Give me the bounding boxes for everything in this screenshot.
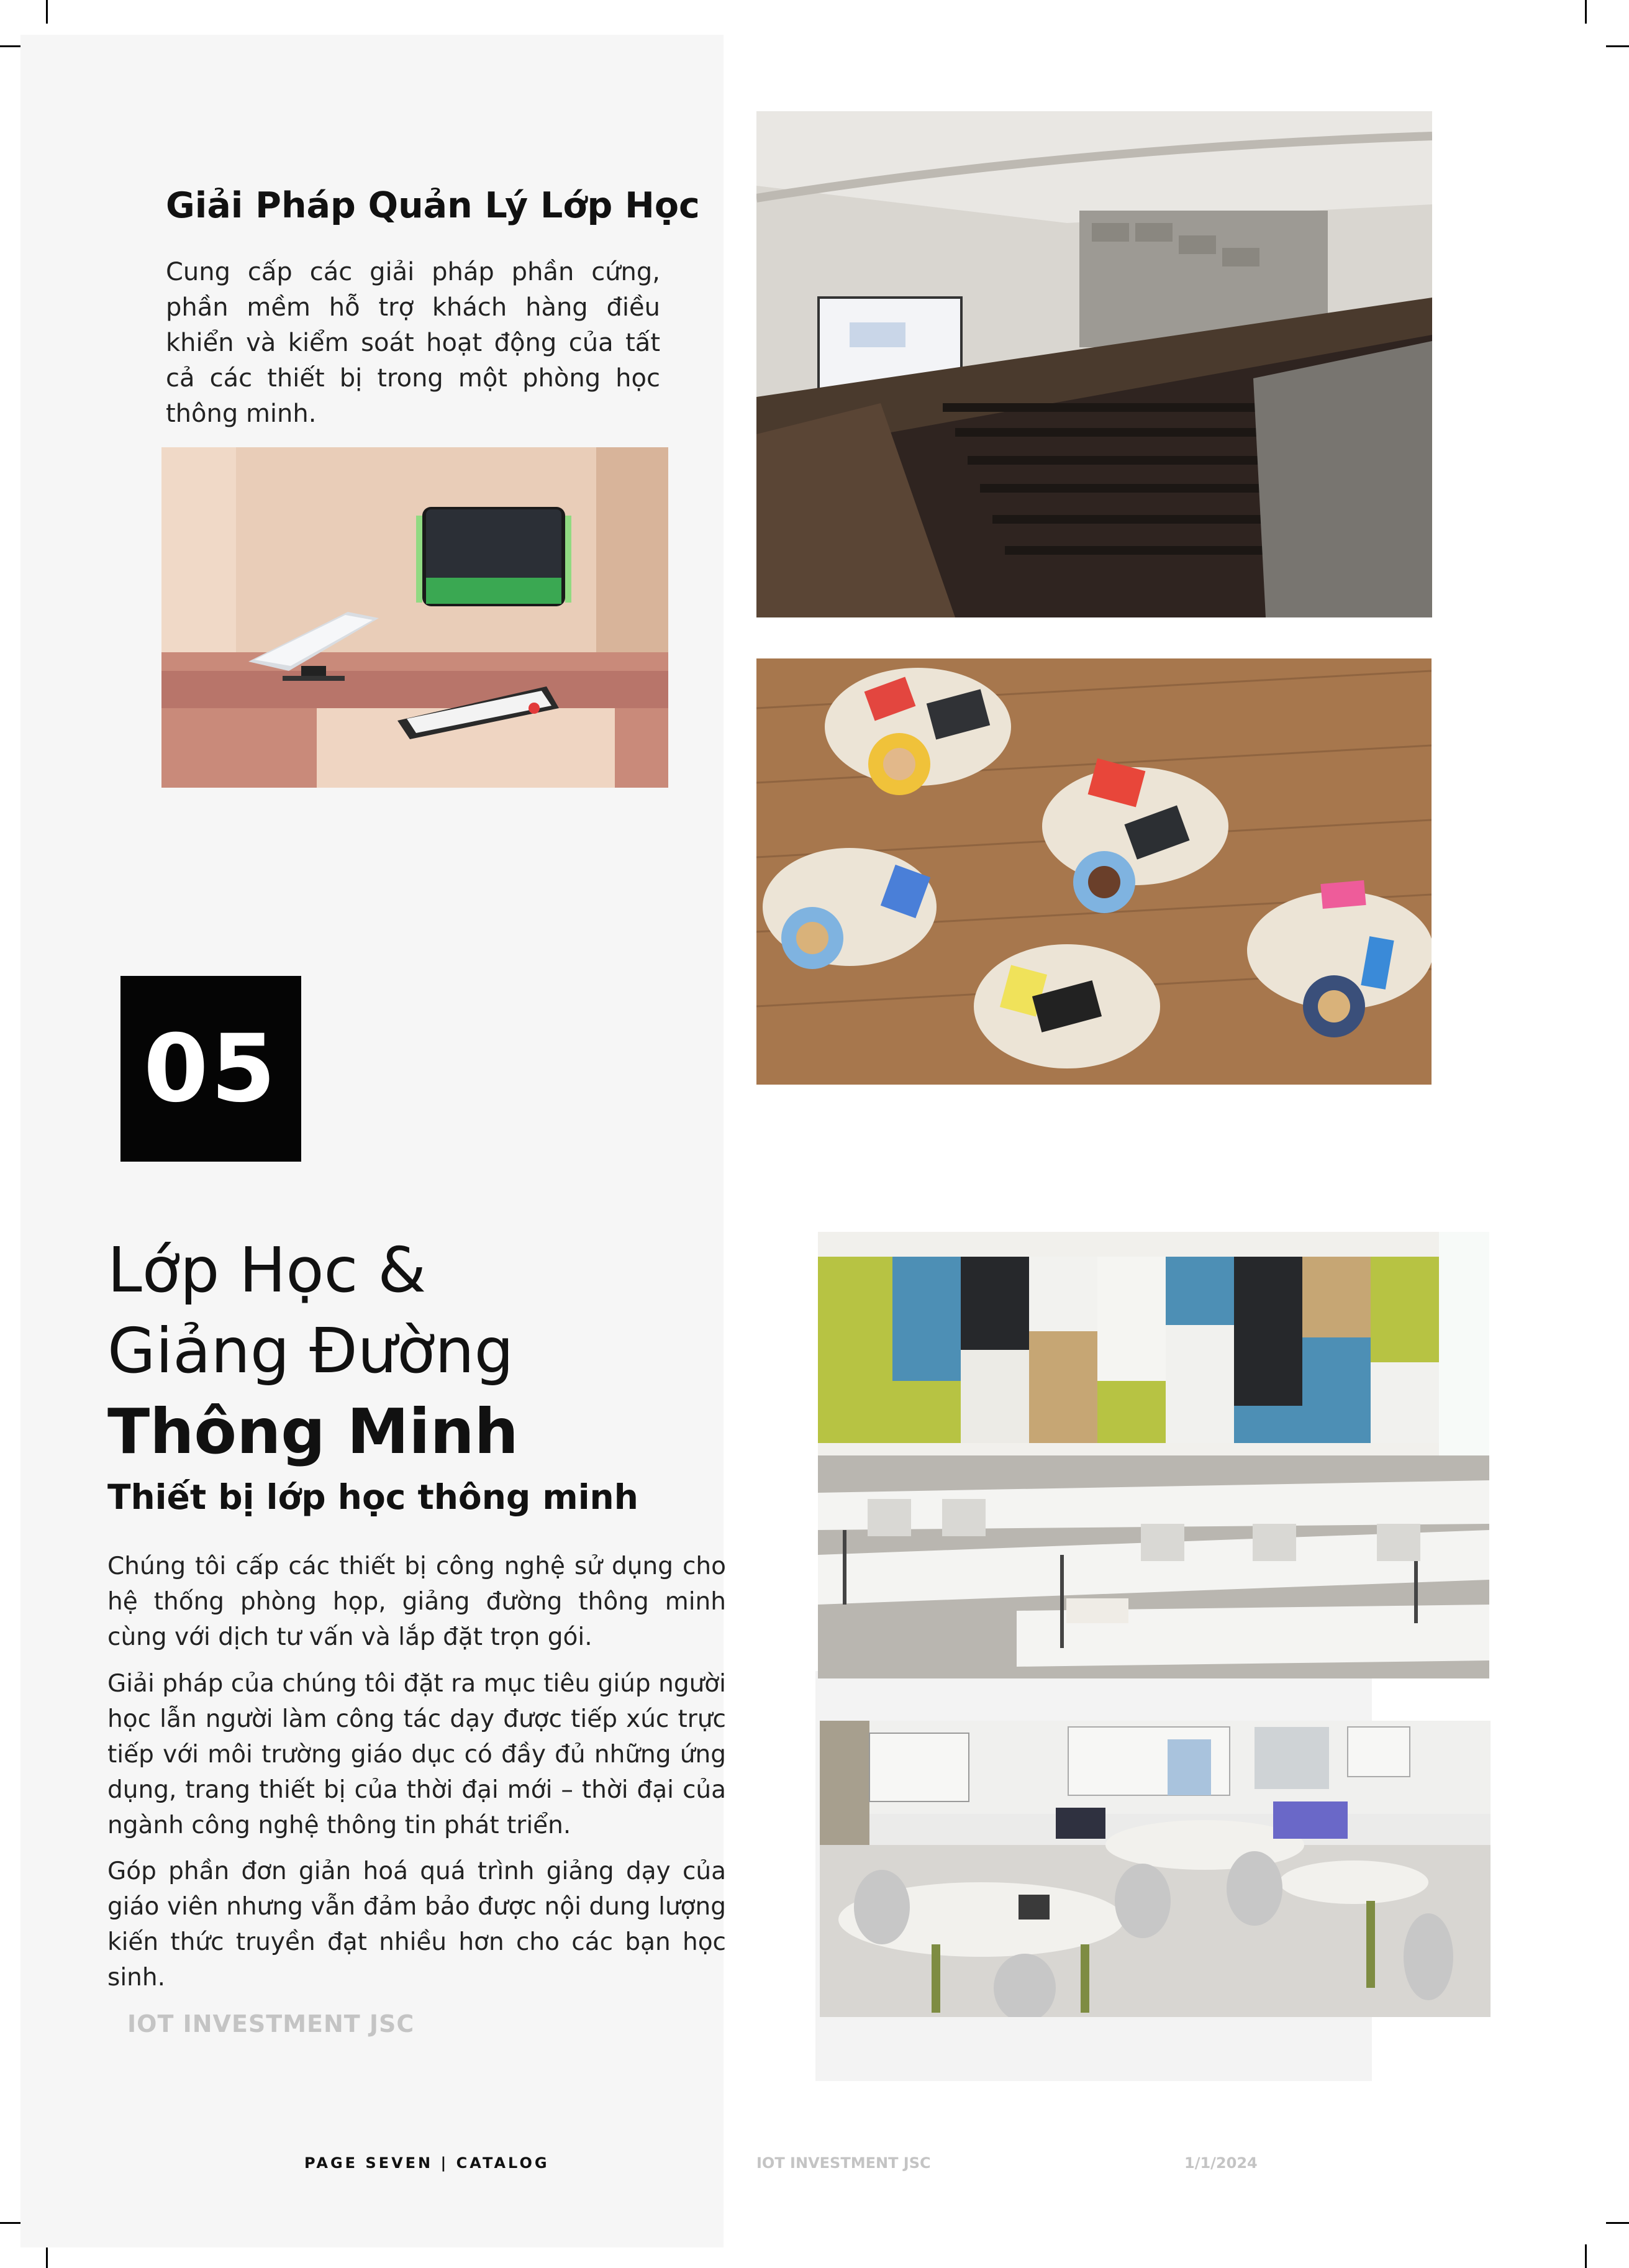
- paragraph: Giải pháp của chúng tôi đặt ra mục tiêu giúp người học lẫn người làm công tác dạy được tiếp xúc trực tiếp với môi trường giáo dục có đầy đủ những ứng dụng, trang thiết bị của thời đại mới – thời đại của ngành công nghệ thông tin phát triển.: [107, 1670, 726, 1839]
- crop-mark: [46, 2244, 48, 2268]
- section-description: Cung cấp các giải pháp phần cứng, phần mềm hỗ trợ khách hàng điều khiển và kiểm soát hoạt động của tất cả các thiết bị trong một phòng học thông minh.: [166, 258, 660, 428]
- company-watermark: IOT INVESTMENT JSC: [127, 2010, 415, 2038]
- title-line-3: Thông Minh: [107, 1395, 519, 1468]
- crop-mark: [0, 2222, 23, 2224]
- section-heading: Giải Pháp Quản Lý Lớp Học: [166, 185, 700, 226]
- classroom-lockers-photo: [818, 1232, 1489, 1678]
- subtitle: Thiết bị lớp học thông minh: [107, 1477, 638, 1517]
- students-top-view-photo: [756, 658, 1432, 1085]
- control-panels-photo: [161, 447, 668, 788]
- modern-classroom-photo: [820, 1721, 1491, 2017]
- footer-date: 1/1/2024: [1184, 2154, 1258, 2172]
- crop-mark: [1585, 0, 1587, 24]
- footer-company: IOT INVESTMENT JSC: [756, 2154, 931, 2172]
- crop-mark: [1606, 45, 1629, 47]
- crop-mark: [46, 0, 48, 24]
- footer-page-label: PAGE SEVEN | CATALOG: [304, 2154, 550, 2172]
- crop-mark: [1585, 2244, 1587, 2268]
- crop-mark: [1606, 2222, 1629, 2224]
- section-number-badge: 05: [120, 976, 301, 1162]
- title-line-2: Giảng Đường: [107, 1314, 514, 1387]
- paragraph: Chúng tôi cấp các thiết bị công nghệ sử dụng cho hệ thống phòng họp, giảng đường thông minh cùng với dịch tư vấn và lắp đặt trọn gói.: [107, 1552, 726, 1651]
- paragraph: Góp phần đơn giản hoá quá trình giảng dạy của giáo viên nhưng vẫn đảm bảo được nội dung lượng kiến thức truyền đạt nhiều hơn cho các bạn học sinh.: [107, 1857, 726, 1992]
- lecture-hall-photo: [756, 111, 1432, 617]
- crop-mark: [0, 45, 23, 47]
- title-line-1: Lớp Học &: [107, 1234, 427, 1306]
